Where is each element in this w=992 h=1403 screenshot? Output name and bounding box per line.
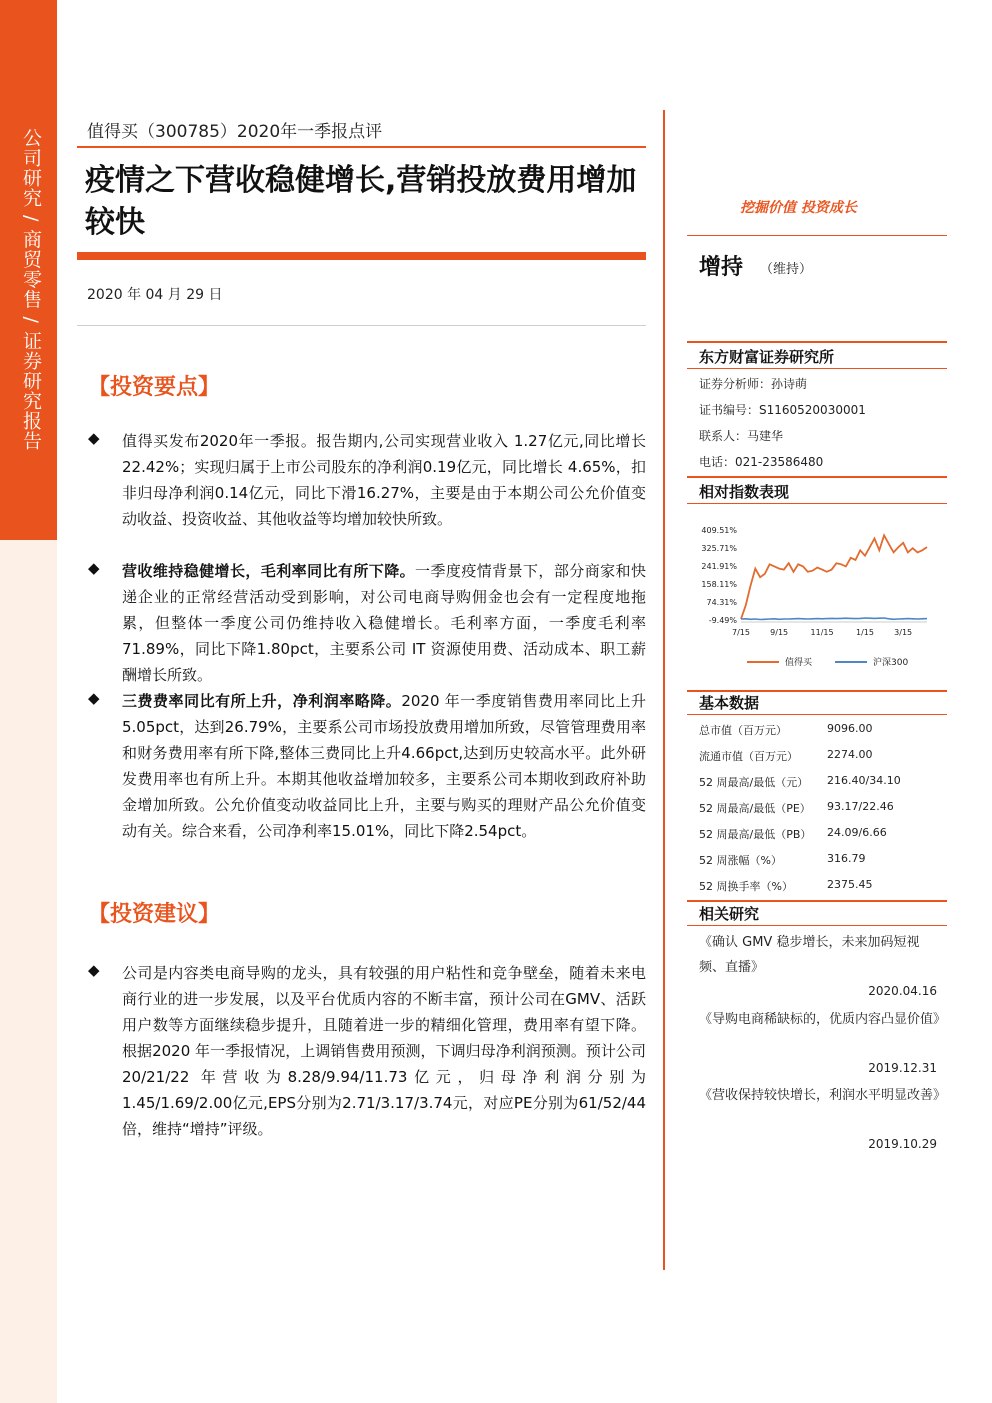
legend-label: 沪深300 bbox=[873, 658, 909, 668]
divider bbox=[687, 714, 947, 715]
divider bbox=[77, 146, 646, 148]
bullet-body: 一季度疫情背景下，部分商家和快递企业的正常经营活动受到影响，对公司电商导购佣金也会有一定程度地拖累，但整体一季度公司仍维持收入稳健增长。毛利率方面，一季度毛利率71.89%，同比下降1.80pct，主要系公司 IT 资源使用费、活动成本、职工薪酬增长所致。 bbox=[122, 562, 646, 684]
bullet-text: 值得买发布2020年一季报。报告期内,公司实现营业收入 1.27亿元,同比增长 22.42%；实现归属于上市公司股东的净利润0.19亿元，同比增长 4.65%，扣非归母净利润0.14亿元，同比下滑16.27%，主要是由于本期公司公允价值变动收益、投资收益、其他收益等均增加较快所致。 bbox=[122, 432, 646, 528]
report-date: 2020 年 04 月 29 日 bbox=[87, 287, 223, 303]
basic-data-heading: 基本数据 bbox=[699, 694, 760, 712]
sidebar-category: 公司研究 / 商贸零售 / 证券研究报告 bbox=[20, 128, 42, 451]
related-report-date: 2019.12.31 bbox=[868, 1061, 937, 1075]
related-report-date: 2019.10.29 bbox=[868, 1137, 937, 1151]
x-tick-label: 1/15 bbox=[856, 628, 874, 637]
y-tick-label: 158.11% bbox=[701, 580, 737, 589]
basic-data-label: 流通市值（百万元） bbox=[699, 750, 798, 763]
analyst: 证券分析师：孙诗萌 bbox=[699, 377, 808, 391]
basic-data-value: 316.79 bbox=[827, 852, 866, 865]
page-title: 疫情之下营收稳健增长,营销投放费用增加较快 bbox=[85, 163, 637, 240]
basic-data-label: 52 周最高/最低（元） bbox=[699, 776, 809, 789]
bullet-item bbox=[88, 960, 646, 1142]
chart-heading: 相对指数表现 bbox=[699, 483, 790, 501]
y-tick-label: 241.91% bbox=[701, 562, 737, 571]
basic-data-label: 52 周最高/最低（PE） bbox=[699, 802, 811, 815]
bullet-item bbox=[88, 558, 646, 688]
contact: 联系人：马建华 bbox=[699, 429, 784, 443]
diamond-icon: ◆ bbox=[88, 559, 100, 577]
basic-data-value: 24.09/6.66 bbox=[827, 826, 887, 839]
x-tick-label: 7/15 bbox=[732, 628, 750, 637]
diamond-icon: ◆ bbox=[88, 689, 100, 707]
x-tick-label: 11/15 bbox=[810, 628, 834, 637]
divider bbox=[687, 925, 947, 926]
y-tick-label: 409.51% bbox=[701, 526, 737, 535]
divider bbox=[687, 368, 947, 369]
basic-data-value: 9096.00 bbox=[827, 722, 873, 735]
diamond-icon: ◆ bbox=[88, 961, 100, 979]
divider bbox=[687, 341, 947, 343]
diamond-icon: ◆ bbox=[88, 429, 100, 447]
basic-data-label: 52 周最高/最低（PB） bbox=[699, 828, 812, 841]
divider bbox=[687, 476, 947, 478]
series-line bbox=[741, 535, 927, 619]
basic-data-label: 总市值（百万元） bbox=[699, 724, 787, 737]
institute-name: 东方财富证券研究所 bbox=[699, 348, 835, 366]
bullet-lead: 三费费率同比有所上升，净利润率略降。 bbox=[122, 692, 402, 710]
bullet-item bbox=[88, 688, 646, 844]
legend-label: 值得买 bbox=[785, 658, 813, 668]
basic-data-value: 216.40/34.10 bbox=[827, 774, 901, 787]
chart-legend bbox=[747, 656, 908, 668]
rating-note: （维持） bbox=[760, 262, 813, 277]
divider bbox=[687, 900, 947, 902]
y-tick-label: 325.71% bbox=[701, 544, 737, 553]
related-research-heading: 相关研究 bbox=[699, 905, 760, 923]
bullet-item bbox=[88, 428, 646, 532]
basic-data-label: 52 周涨幅（%） bbox=[699, 854, 782, 867]
basic-data-value: 2375.45 bbox=[827, 878, 873, 891]
phone: 电话：021-23586480 bbox=[699, 455, 824, 469]
bullet-text bbox=[122, 688, 646, 844]
bullet-text: 公司是内容类电商导购的龙头，具有较强的用户粘性和竞争壁垒，随着未来电商行业的进一步发展，以及平台优质内容的不断丰富，预计公司在GMV、活跃用户数等方面继续稳步提升，且随着进一步的精细化管理，费用率有望下降。根据2020 年一季报情况，上调销售费用预测，下调归母净利润预测。预计公司 20/21/22 年营收为8.28/9.94/11.73亿元，归母净利润分别为1.45/1.69/2.00亿元,EPS分别为2.71/3.17/3.74元，对应PE分别为61/52/44倍，维持“增持”评级。 bbox=[122, 964, 646, 1138]
title-bar bbox=[77, 252, 646, 260]
divider bbox=[687, 235, 947, 236]
basic-data-label: 52 周换手率（%） bbox=[699, 880, 793, 893]
chart-axes bbox=[701, 526, 927, 637]
divider bbox=[77, 325, 646, 326]
related-report-title[interactable]: 《导购电商稀缺标的，优质内容凸显价值》 bbox=[699, 1012, 947, 1027]
related-report-title[interactable]: 《确认 GMV 稳步增长，未来加码短视频、直播》 bbox=[699, 935, 920, 975]
related-report-title[interactable]: 《营收保持较快增长，利润水平明显改善》 bbox=[699, 1088, 947, 1103]
bullet-text bbox=[122, 558, 646, 688]
report-header: 值得买（300785）2020年一季报点评 bbox=[87, 122, 383, 142]
bullet-lead: 营收维持稳健增长，毛利率同比有所下降。 bbox=[122, 562, 416, 580]
chart-lines bbox=[741, 535, 927, 619]
bullet-body: 2020 年一季度销售费用率同比上升5.05pct，达到26.79%，主要系公司市场投放费用增加所致，尽管管理费用率和财务费用率有所下降,整体三费同比上升4.66pct,达到历史较高水平。此外研发费用率也有所上升。本期其他收益增加较多，主要系公司本期收到政府补助金增加所致。公允价值变动收益同比上升，主要与购买的理财产品公允价值变动有关。综合来看，公司净利率15.01%，同比下降2.54pct。 bbox=[122, 692, 646, 840]
x-tick-label: 3/15 bbox=[894, 628, 913, 637]
y-tick-label: 74.31% bbox=[706, 598, 737, 607]
column-divider bbox=[663, 110, 665, 1270]
x-tick-label: 9/15 bbox=[770, 628, 789, 637]
section-heading-points: 【投资要点】 bbox=[88, 375, 221, 400]
divider bbox=[687, 503, 947, 504]
relative-index-chart bbox=[695, 520, 945, 680]
related-report-date: 2020.04.16 bbox=[868, 984, 937, 998]
y-tick-label: -9.49% bbox=[708, 616, 737, 625]
rating: 增持 bbox=[699, 255, 744, 280]
slogan: 挖掘价值 投资成长 bbox=[740, 200, 857, 216]
basic-data-value: 2274.00 bbox=[827, 748, 873, 761]
sidebar-band-light bbox=[0, 540, 57, 1403]
basic-data-value: 93.17/22.46 bbox=[827, 800, 894, 813]
section-heading-advice: 【投资建议】 bbox=[88, 902, 221, 927]
series-line bbox=[741, 618, 927, 620]
certificate-no: 证书编号：S1160520030001 bbox=[699, 403, 866, 417]
